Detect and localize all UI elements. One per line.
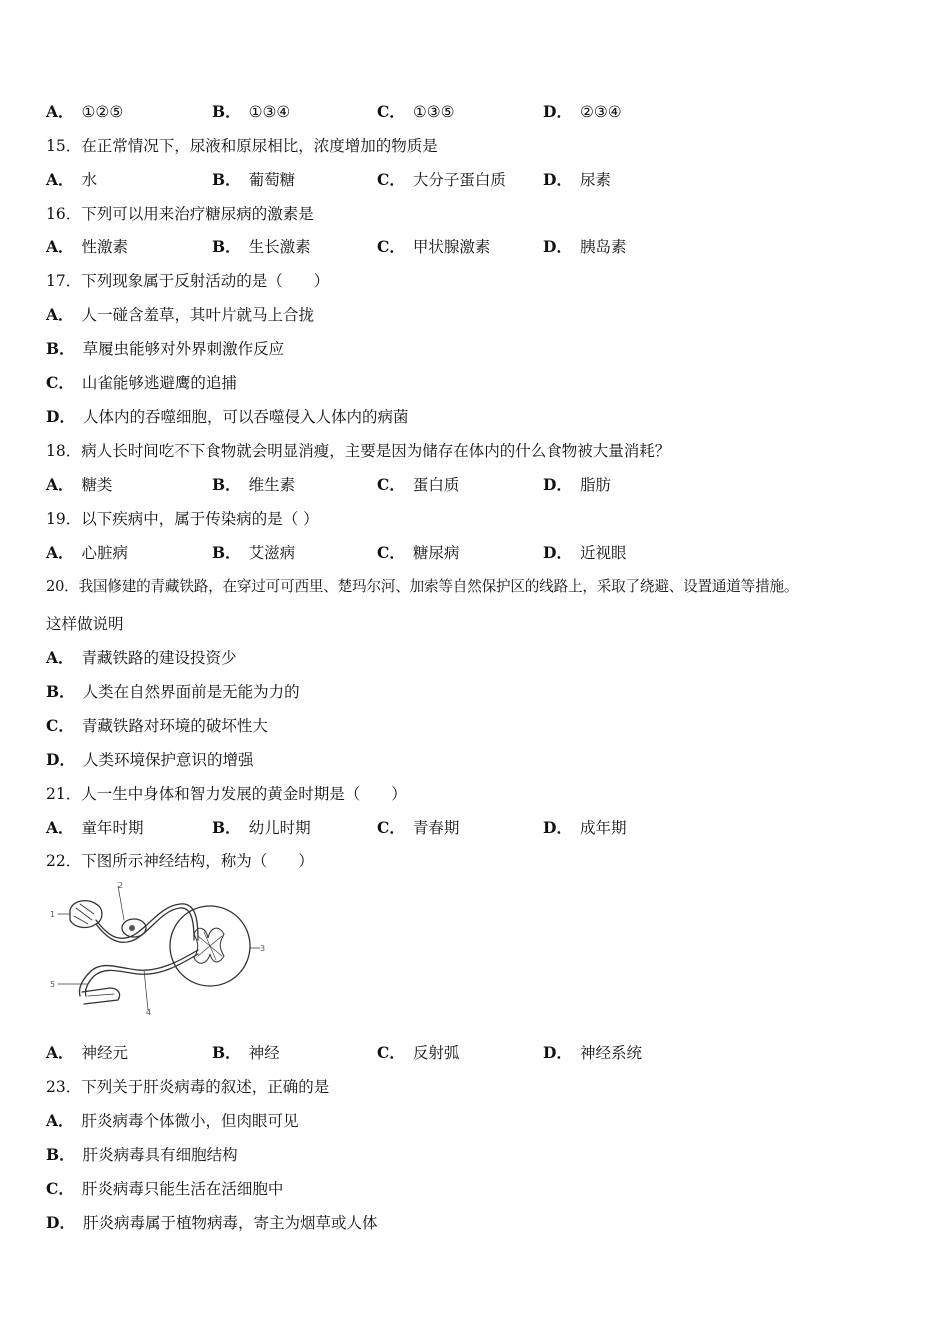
q21-option-b: B． 幼儿时期 xyxy=(212,818,311,837)
q22-option-a: A． 神经元 xyxy=(46,1043,129,1062)
q23-option-b: B． 肝炎病毒具有细胞结构 xyxy=(46,1145,238,1164)
q19-stem: 19．以下疾病中，属于传染病的是（ ） xyxy=(46,510,319,528)
q20-option-c: C． 青藏铁路对环境的破坏性大 xyxy=(46,716,268,735)
q17-option-b: B． 草履虫能够对外界刺激作反应 xyxy=(46,339,285,358)
q18-option-b: B． 维生素 xyxy=(212,475,296,494)
q14-option-c: C． ①③⑤ xyxy=(377,102,455,121)
q19-option-a: A． 心脏病 xyxy=(46,543,129,562)
q16-option-b: B． 生长激素 xyxy=(212,237,311,256)
q23-option-a: A． 肝炎病毒个体微小，但肉眼可见 xyxy=(46,1111,299,1130)
q20-option-a: A． 青藏铁路的建设投资少 xyxy=(46,648,237,667)
q17-option-c: C． 山雀能够逃避鹰的追捕 xyxy=(46,373,237,392)
q20-option-d: D． 人类环境保护意识的增强 xyxy=(46,750,254,769)
q18-option-d: D． 脂肪 xyxy=(543,475,611,494)
q15-stem: 15．在正常情况下，尿液和原尿相比，浓度增加的物质是 xyxy=(46,137,438,155)
figure-label-3: 3 xyxy=(260,944,266,953)
figure-label-1: 1 xyxy=(50,910,56,919)
figure-label-5: 5 xyxy=(50,980,56,989)
q15-option-d: D． 尿素 xyxy=(543,170,611,189)
q17-stem: 17．下列现象属于反射活动的是（ ） xyxy=(46,272,330,290)
figure-label-2: 2 xyxy=(118,881,124,890)
q14-option-a: A． ①②⑤ xyxy=(46,102,124,121)
q16-option-a: A． 性激素 xyxy=(46,237,129,256)
q20-stem-line2: 这样做说明 xyxy=(46,615,124,633)
q22-option-b: B． 神经 xyxy=(212,1043,280,1062)
q23-option-c: C． 肝炎病毒只能生活在活细胞中 xyxy=(46,1179,284,1198)
q15-option-a: A． 水 xyxy=(46,170,98,189)
q17-option-a: A． 人一碰含羞草，其叶片就马上合拢 xyxy=(46,305,315,324)
q22-option-d: D． 神经系统 xyxy=(543,1043,642,1062)
q18-option-c: C． 蛋白质 xyxy=(377,475,460,494)
q14-option-d: D． ②③④ xyxy=(543,102,622,121)
q19-option-d: D． 近视眼 xyxy=(543,543,627,562)
q20-option-b: B． 人类在自然界面前是无能为力的 xyxy=(46,682,300,701)
q16-option-c: C． 甲状腺激素 xyxy=(377,237,491,256)
q21-stem: 21．人一生中身体和智力发展的黄金时期是（ ） xyxy=(46,785,407,803)
q19-option-c: C． 糖尿病 xyxy=(377,543,460,562)
reflex-arc-diagram xyxy=(48,880,268,1015)
q23-stem: 23．下列关于肝炎病毒的叙述，正确的是 xyxy=(46,1078,330,1096)
q16-stem: 16．下列可以用来治疗糖尿病的激素是 xyxy=(46,205,314,223)
q18-stem: 18．病人长时间吃不下食物就会明显消瘦，主要是因为储存在体内的什么食物被大量消耗？ xyxy=(46,442,671,460)
q20-stem-line1: 20．我国修建的青藏铁路，在穿过可可西里、楚玛尔河、加索等自然保护区的线路上，采取了绕避、设置通道等措施。 xyxy=(46,578,799,595)
q23-option-d: D． 肝炎病毒属于植物病毒，寄主为烟草或人体 xyxy=(46,1213,378,1232)
q21-option-c: C． 青春期 xyxy=(377,818,460,837)
q19-option-b: B． 艾滋病 xyxy=(212,543,296,562)
q18-option-a: A． 糖类 xyxy=(46,475,113,494)
q17-option-d: D． 人体内的吞噬细胞，可以吞噬侵入人体内的病菌 xyxy=(46,407,409,426)
q21-option-d: D． 成年期 xyxy=(543,818,627,837)
q15-option-b: B． 葡萄糖 xyxy=(212,170,296,189)
q15-option-c: C． 大分子蛋白质 xyxy=(377,170,506,189)
q14-option-b: B． ①③④ xyxy=(212,102,291,121)
reflex-arc-figure xyxy=(48,880,268,1015)
figure-label-4: 4 xyxy=(146,1008,152,1015)
q22-option-c: C． 反射弧 xyxy=(377,1043,460,1062)
q16-option-d: D． 胰岛素 xyxy=(543,237,627,256)
q21-option-a: A． 童年时期 xyxy=(46,818,144,837)
q22-stem: 22．下图所示神经结构，称为（ ） xyxy=(46,852,314,870)
